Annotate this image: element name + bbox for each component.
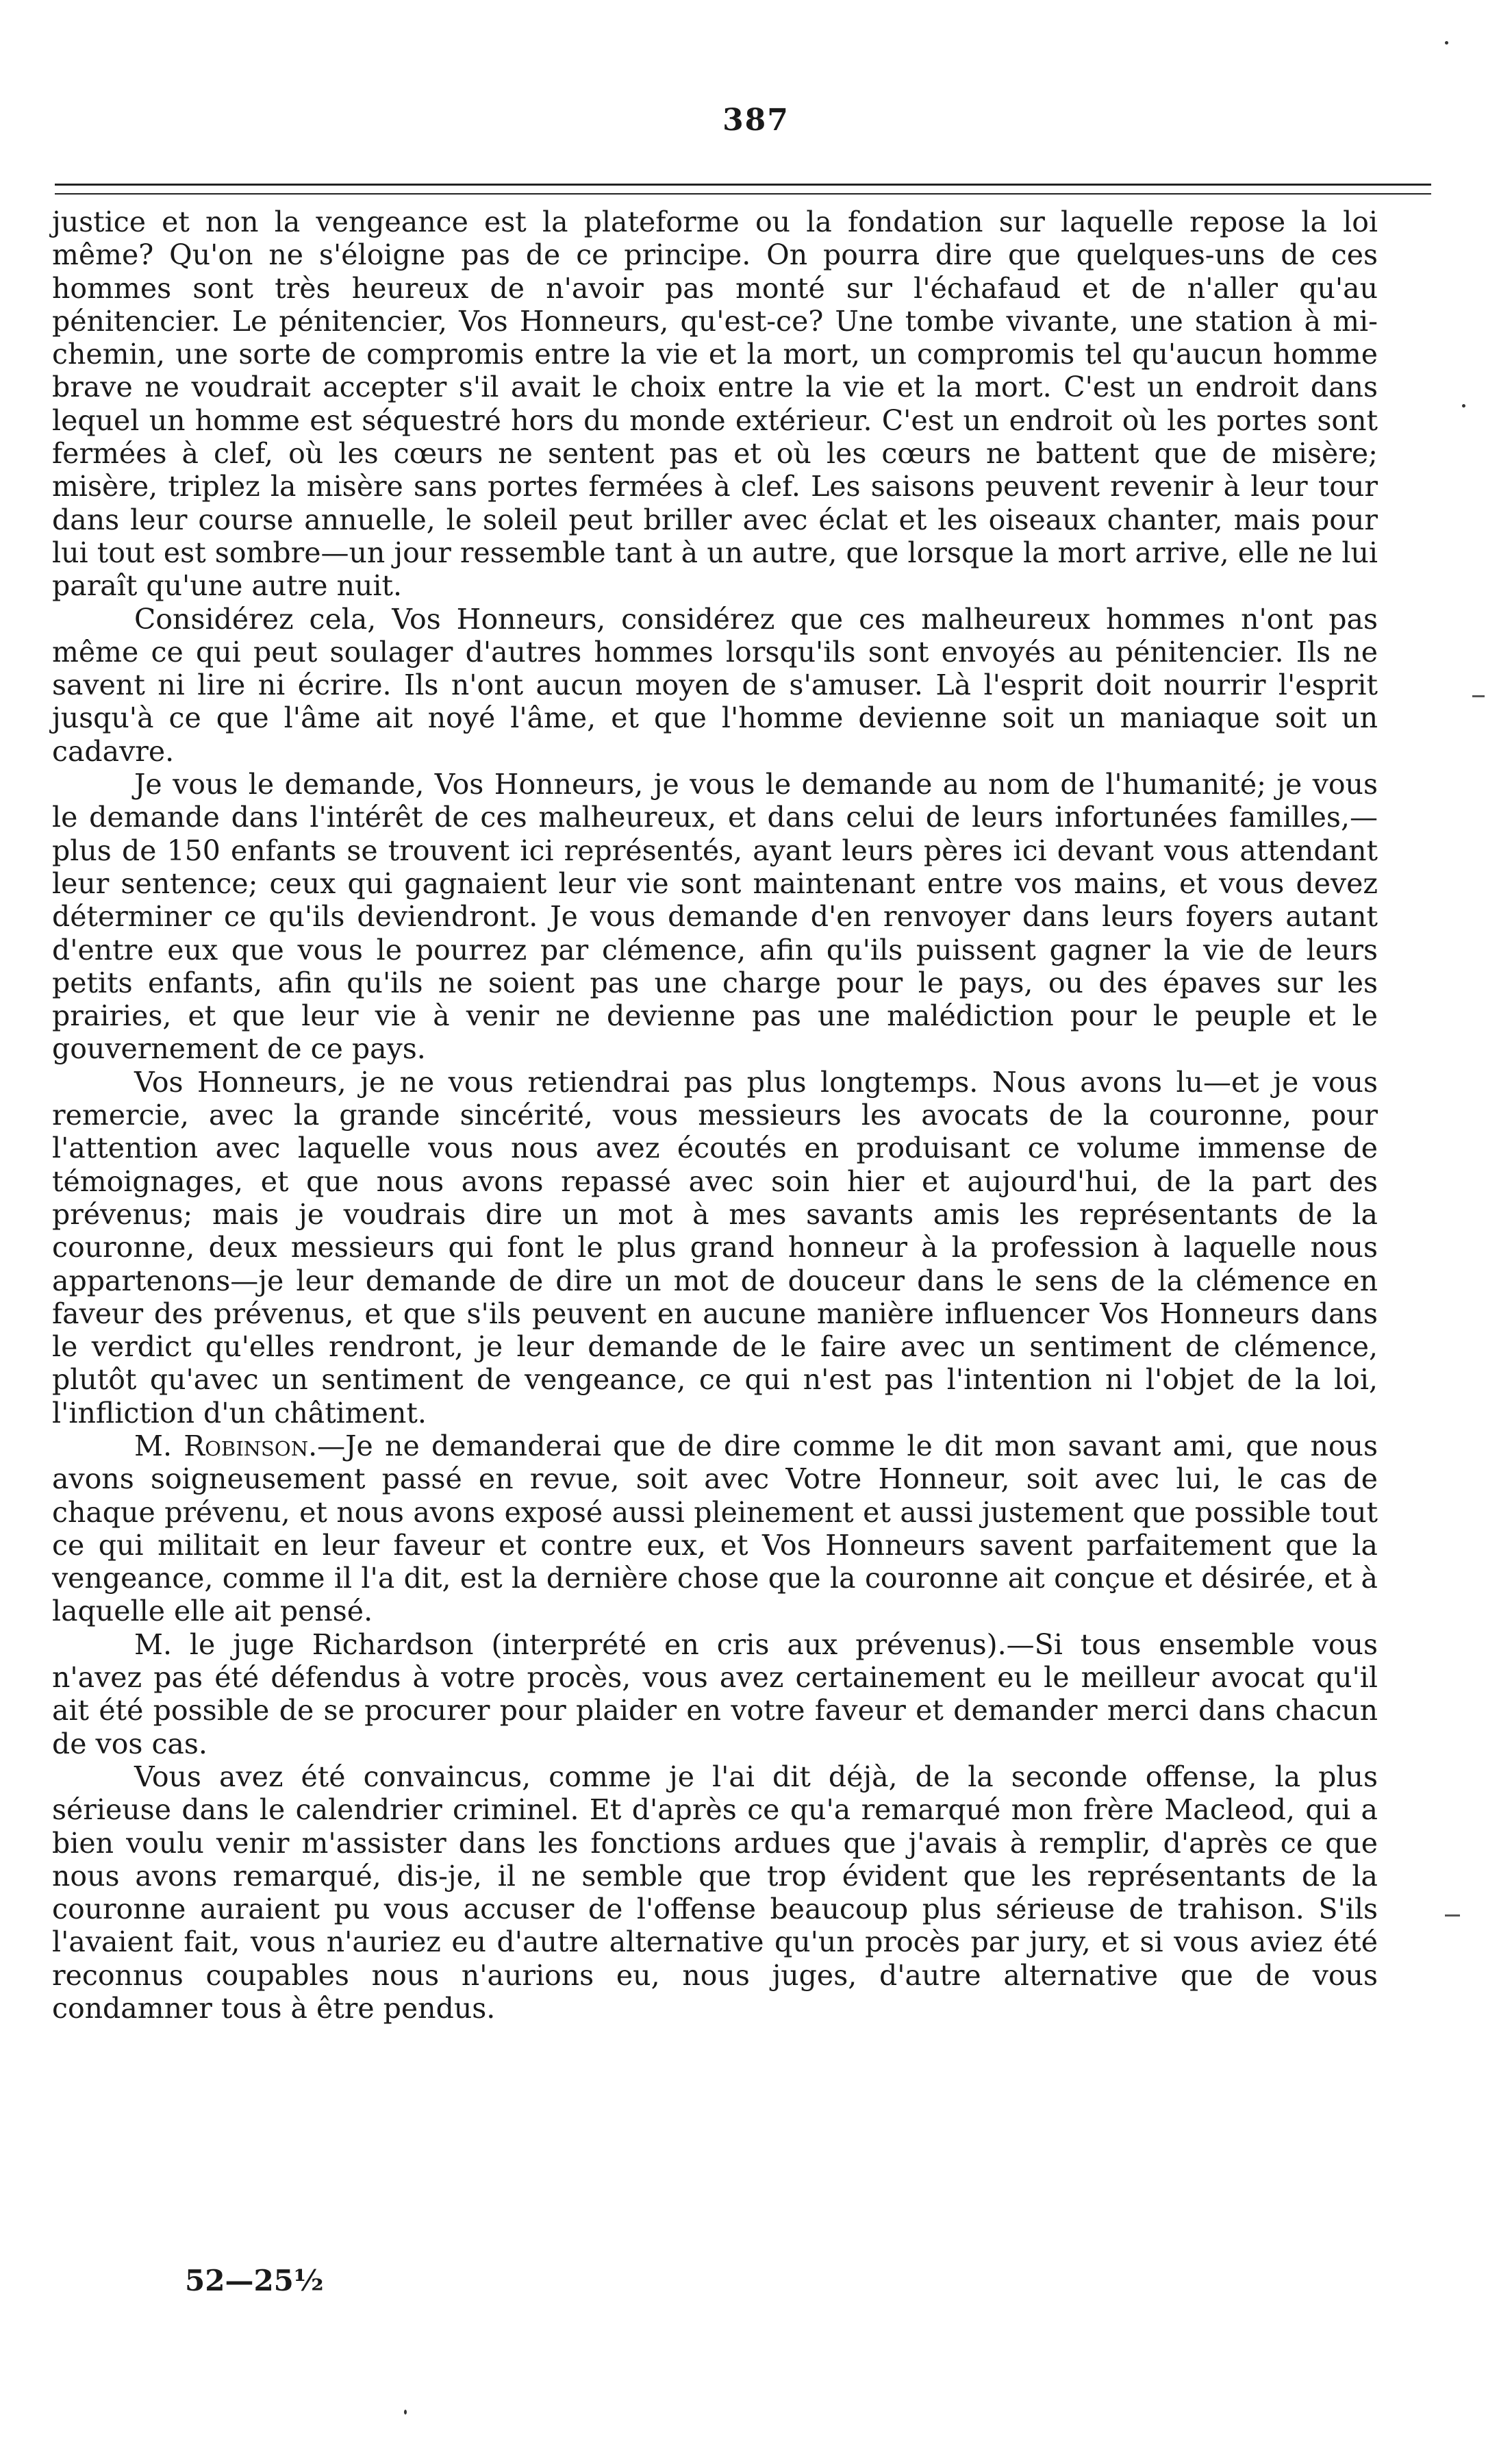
paragraph-7-text: Vous avez été convaincus, comme je l'ai dit déjà, de la seconde offense, la plus sérieuse dans le calendrier criminel. Et d'après ce qu'a remarqué mon frère Macleod, qui a bien voulu venir m'assister dans les fonctions ardues que j'avais à remplir, d'après ce que nous avons remarqué, dis-je, il ne semble que trop évident que les représentants de la couronne auraient pu vous accuser de l'offense beaucoup plus sérieuse de trahison. S'ils l'avaient fait, vous n'auriez eu d'autre alternative qu'un procès par jury, et si vous aviez été reconnus coupables nous n'aurions eu, nous juges, d'autre alternative que de vous condamner tous à être pendus. xyxy=(52,1760,1378,2025)
header-rule-secondary xyxy=(55,193,1431,195)
page-number: 387 xyxy=(722,103,790,138)
scan-mark xyxy=(1472,695,1485,697)
paragraph-5 xyxy=(52,1430,1378,1628)
paragraph-3-text: Je vous le demande, Vos Honneurs, je vous le demande au nom de l'humanité; je vous le demande dans l'intérêt de ces malheureux, et dans celui de leurs infortunées familles,—plus de 150 enfants se trouvent ici représentés, ayant leurs pères ici devant vous attendant leur sentence; ceux qui gagnaient leur vie sont maintenant entre vos mains, et vous devez déterminer ce qu'ils deviendront. Je vous demande d'en renvoyer dans leurs foyers autant d'entre eux que vous le pourrez par clémence, afin qu'ils puissent gagner la vie de leurs petits enfants, afin qu'ils ne soient pas une charge pour le pays, ou des épaves sur les prairies, et que leur vie à venir ne devienne pas une malédiction pour le peuple et le gouvernement de ce pays. xyxy=(52,768,1378,1066)
paragraph-4-text: Vos Honneurs, je ne vous retiendrai pas plus longtemps. Nous avons lu—et je vous remercie, avec la grande sincérité, vous messieurs les avocats de la couronne, pour l'attention avec laquelle vous nous avez écoutés en produisant ce volume immense de témoignages, et que nous avons repassé avec soin hier et aujourd'hui, de la part des prévenus; mais je voudrais dire un mot à mes savants amis les représentants de la couronne, deux messieurs qui font le plus grand honneur à la profession à laquelle nous appartenons—je leur demande de dire un mot de douceur dans le sens de la clémence en faveur des prévenus, et que s'ils peuvent en aucune manière influencer Vos Honneurs dans le verdict qu'elles rendront, je leur demande de le faire avec un sentiment de clémence, plutôt qu'avec un sentiment de vengeance, ce qui n'est pas l'intention ni l'objet de la loi, l'infliction d'un châtiment. xyxy=(52,1065,1378,1430)
paragraph-4 xyxy=(52,1066,1378,1430)
scan-speck xyxy=(1445,41,1448,45)
printer-signature: 52—25½ xyxy=(185,2264,324,2297)
header-rule xyxy=(55,184,1431,186)
paragraph-6-text: —Si tous ensemble vous n'avez pas été défendus à votre procès, vous avez certainement eu le meilleur avocat qu'il ait été possible de se procurer pour plaider en votre faveur et demander merci dans chacun de vos cas. xyxy=(52,1627,1378,1760)
scan-speck xyxy=(1462,404,1465,408)
scan-mark xyxy=(1445,1914,1460,1917)
paragraph-1 xyxy=(52,205,1378,603)
paragraph-2 xyxy=(52,603,1378,768)
speaker-robinson: M. Robinson. xyxy=(134,1429,318,1462)
scan-speck xyxy=(404,2410,407,2414)
speaker-richardson: M. le juge Richardson (interprété en cris aux prévenus). xyxy=(134,1627,1007,1661)
paragraph-3 xyxy=(52,768,1378,1066)
paragraph-2-text: Considérez cela, Vos Honneurs, considérez que ces malheureux hommes n'ont pas même ce qui peut soulager d'autres hommes lorsqu'ils sont envoyés au pénitencier. Ils ne savent ni lire ni écrire. Ils n'ont aucun moyen de s'amuser. Là l'esprit doit nourrir l'esprit jusqu'à ce que l'âme ait noyé l'âme, et que l'homme devienne soit un maniaque soit un cadavre. xyxy=(52,602,1378,768)
body-text xyxy=(52,205,1378,2025)
paragraph-1-text: justice et non la vengeance est la plateforme ou la fondation sur laquelle repose la loi même? Qu'on ne s'éloigne pas de ce principe. On pourra dire que quelques-uns de ces hommes sont très heureux de n'avoir pas monté sur l'échafaud et de n'aller qu'au pénitencier. Le pénitencier, Vos Honneurs, qu'est-ce? Une tombe vivante, une station à mi-chemin, une sorte de compromis entre la vie et la mort, un compromis tel qu'aucun homme brave ne voudrait accepter s'il avait le choix entre la vie et la mort. C'est un endroit dans lequel un homme est séquestré hors du monde extérieur. C'est un endroit où les portes sont fermées à clef, où les cœurs ne sentent pas et où les cœurs ne battent que de misère; misère, triplez la misère sans portes fermées à clef. Les saisons peuvent revenir à leur tour dans leur course annuelle, le soleil peut briller avec éclat et les oiseaux chanter, mais pour lui tout est sombre—un jour ressemble tant à un autre, que lorsque la mort arrive, elle ne lui paraît qu'une autre nuit. xyxy=(52,205,1378,603)
paragraph-7 xyxy=(52,1760,1378,2025)
paragraph-6 xyxy=(52,1628,1378,1760)
paragraph-5-text: —Je ne demanderai que de dire comme le dit mon savant ami, que nous avons soigneusement passé en revue, soit avec Votre Honneur, soit avec lui, le cas de chaque prévenu, et nous avons exposé aussi pleinement et aussi justement que possible tout ce qui militait en leur faveur et contre eux, et Vos Honneurs savent parfaitement que la vengeance, comme il l'a dit, est la dernière chose que la couronne ait conçue et désirée, et à laquelle elle ait pensé. xyxy=(52,1429,1378,1628)
